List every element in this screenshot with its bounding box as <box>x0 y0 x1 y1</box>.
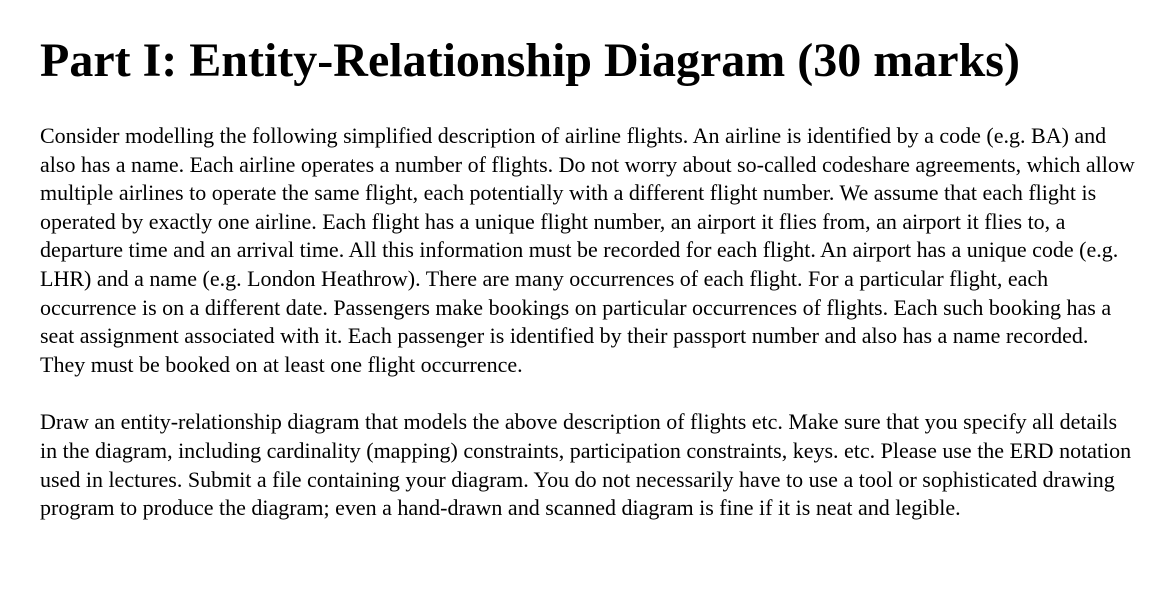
description-paragraph: Consider modelling the following simplified description of airline flights. An airline is identified by a code (e.g. BA) and also has a name. Each airline operates a number of flights. Do not worry about so-called codeshare agreements, which allow multiple airlines to operate the same flight, each potentially with a different flight number. We assume that each flight is operated by exactly one airline. Each flight has a unique flight number, an airport it flies from, an airport it flies to, a departure time and an arrival time. All this information must be recorded for each flight. An airport has a unique code (e.g. LHR) and a name (e.g. London Heathrow). There are many occurrences of each flight. For a particular flight, each occurrence is on a different date. Passengers make bookings on particular occurrences of flights. Each such booking has a seat assignment associated with it. Each passenger is identified by their passport number and also has a name recorded. They must be booked on at least one flight occurrence. <box>40 123 1135 377</box>
instructions-paragraph: Draw an entity-relationship diagram that models the above description of flights etc. Make sure that you specify all details in the diagram, including cardinality (mapping) constraints, participation constraints, keys. etc. Please use the ERD notation used in lectures. Submit a file containing your diagram. You do not necessarily have to use a tool or sophisticated drawing program to produce the diagram; even a hand-drawn and scanned diagram is fine if it is neat and legible. <box>40 409 1132 521</box>
page-title: Part I: Entity-Relationship Diagram (30 marks) <box>40 34 1020 87</box>
